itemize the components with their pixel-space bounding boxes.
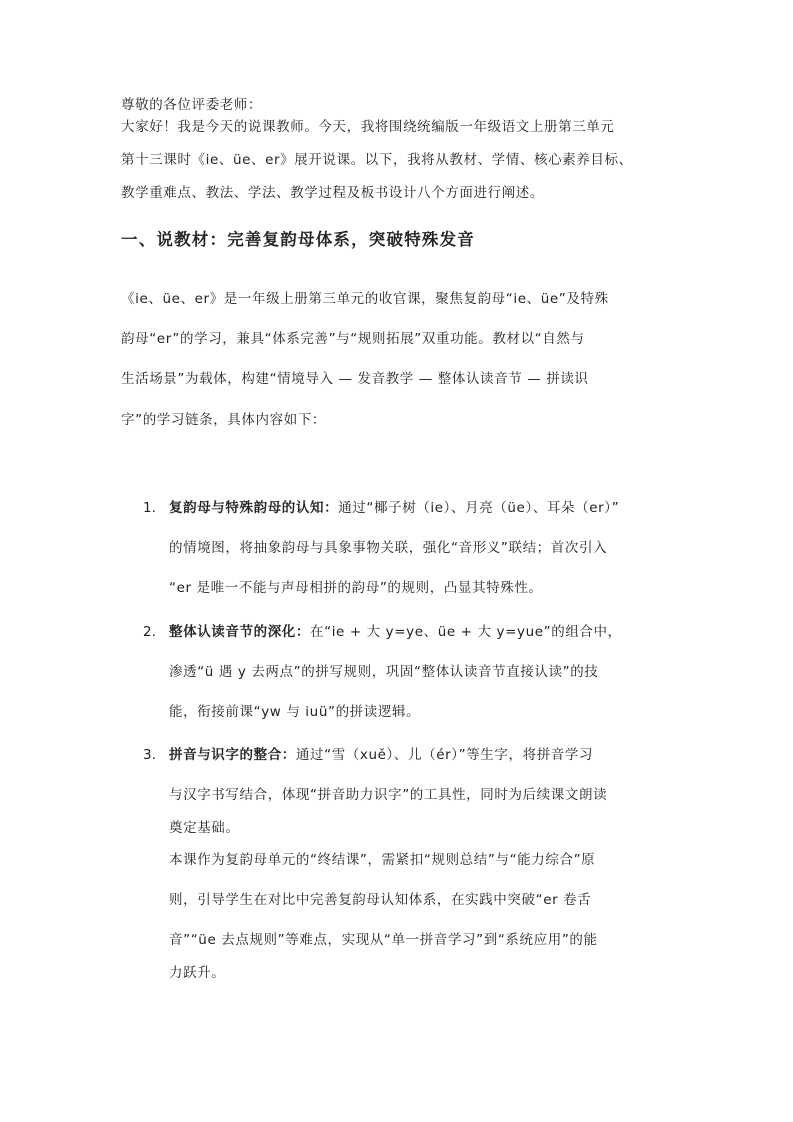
list-item-number: 2. (143, 624, 156, 640)
intro-line: 第十三课时《ie、üe、er》展开说课。以下，我将从教材、学情、核心素养目标、 (121, 152, 633, 168)
list-item-text: 奠定基础。 (169, 820, 240, 836)
paragraph-line: 生活场景”为载体，构建“情境导入 — 发音教学 — 整体认读音节 — 拼读识 (121, 371, 589, 387)
paragraph-line: 字”的学习链条，具体内容如下： (121, 412, 326, 428)
list-item-text: 与汉字书写结合，体现“拼音助力识字”的工具性，同时为后续课文朗读 (169, 787, 608, 803)
closing-line: 力跃升。 (169, 965, 226, 981)
list-item-title: 拼音与识字的整合： (169, 747, 296, 763)
list-item-text: 渗透“ü 遇 y 去两点”的拼写规则，巩固“整体认读音节直接认读”的技 (169, 664, 599, 680)
greeting: 尊敬的各位评委老师： (121, 97, 262, 113)
closing-line: 则，引导学生在对比中完善复韵母认知体系，在实践中突破“er 卷舌 (169, 892, 592, 908)
intro-line: 大家好！我是今天的说课教师。今天，我将围绕统编版一年级语文上册第三单元 (121, 119, 615, 135)
list-item-title: 整体认读音节的深化： (169, 624, 310, 640)
closing-line: 音”“üe 去点规则”等难点，实现从“单一拼音学习”到“系统应用”的能 (169, 932, 598, 948)
list-item-number: 1. (143, 500, 156, 516)
list-item-text: 在“ie + 大 y=ye、üe + 大 y=yue”的组合中， (310, 624, 622, 640)
list-item-text: 通过“雪（xuě）、儿（ér）”等生字，将拼音学习 (295, 747, 594, 763)
list-item-text: “er 是唯一不能与声母相拼的韵母”的规则，凸显其特殊性。 (169, 580, 543, 596)
list-item (169, 498, 619, 518)
list-item-title: 复韵母与特殊韵母的认知： (169, 500, 339, 516)
paragraph-line: 《ie、üe、er》是一年级上册第三单元的收官课，聚焦复韵母“ie、üe”及特殊 (121, 291, 609, 307)
list-item-text: 的情境图，将抽象韵母与具象事物关联，强化“音形义”联结；首次引入 (169, 540, 608, 556)
list-item-number: 3. (143, 747, 156, 763)
paragraph-line: 韵母“er”的学习，兼具“体系完善”与“规则拓展”双重功能。教材以“自然与 (121, 331, 585, 347)
section-heading: 一、说教材：完善复韵母体系，突破特殊发音 (121, 230, 475, 249)
list-item (169, 745, 593, 765)
list-item-text: 能，衔接前课“yw 与 iuü”的拼读逻辑。 (169, 704, 421, 720)
list-item-text: 通过“椰子树（ie）、月亮（üe）、耳朵（er）” (338, 500, 620, 516)
intro-line: 教学重难点、教法、学法、教学过程及板书设计八个方面进行阐述。 (121, 185, 544, 201)
list-item (169, 622, 622, 642)
closing-line: 本课作为复韵母单元的“终结课”，需紧扣“规则总结”与“能力综合”原 (169, 852, 596, 868)
